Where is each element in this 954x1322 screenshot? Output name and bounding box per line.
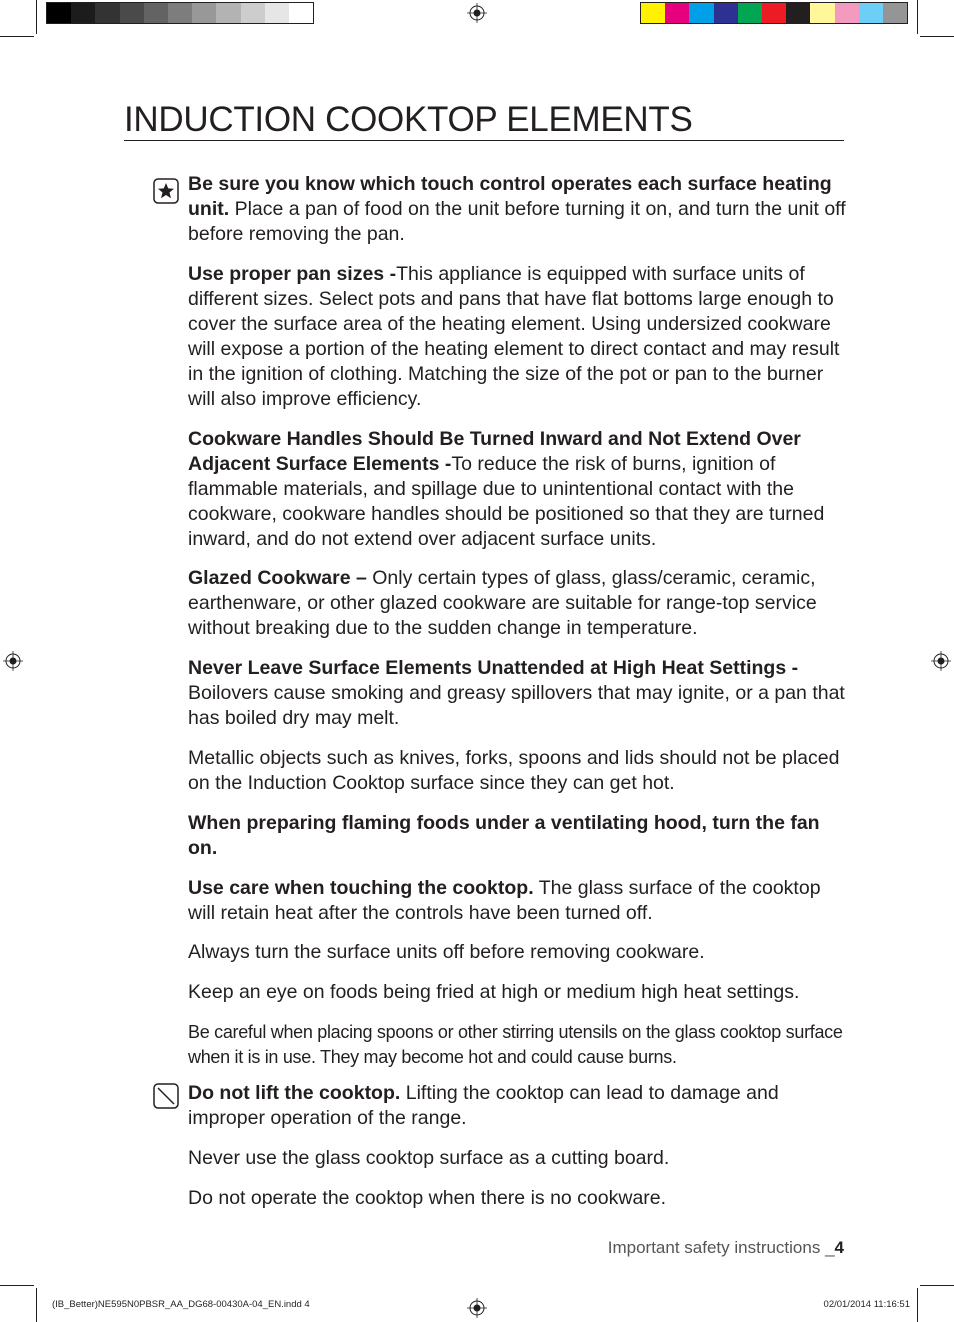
- color-swatch: [689, 3, 713, 23]
- registration-mark-icon: [3, 651, 23, 671]
- bold-lead: Glazed Cookware –: [188, 567, 367, 590]
- gray-swatch: [216, 3, 240, 23]
- process-color-bar: [640, 2, 908, 24]
- bold-lead: Never Leave Surface Elements Unattended at High Heat Settings -: [188, 657, 799, 680]
- paragraph: [188, 811, 850, 861]
- prohibited-icon: [153, 1083, 179, 1109]
- crop-mark: [36, 0, 37, 34]
- registration-mark-icon: [467, 1298, 487, 1318]
- color-swatch: [786, 3, 810, 23]
- slug-file: (IB_Better)NE595N0PBSR_AA_DG68-00430A-04_EN.indd 4: [52, 1299, 310, 1310]
- gray-swatch: [241, 3, 265, 23]
- paragraph: Do not operate the cooktop when there is no cookware.: [188, 1186, 667, 1209]
- bold-lead: Use care when touching the cooktop.: [188, 876, 534, 899]
- page-footer: [608, 1238, 844, 1258]
- gray-swatch: [168, 3, 192, 23]
- gray-swatch: [120, 3, 144, 23]
- crop-mark: [920, 1285, 954, 1286]
- caution-star-icon: [153, 178, 179, 204]
- color-swatch: [835, 3, 859, 23]
- paragraph: Always turn the surface units off before removing cookware.: [188, 941, 705, 964]
- paragraph: [188, 876, 850, 926]
- gray-swatch: [289, 3, 313, 23]
- crop-mark: [917, 0, 918, 34]
- bold-lead: Cookware Handles Should Be Turned Inward and Not Extend Over Adjacent Surface Elements -: [188, 427, 801, 475]
- gray-swatch: [144, 3, 168, 23]
- paragraph: [188, 262, 850, 412]
- body-text: The glass surface of the cooktop will retain heat after the controls have been turned off.: [188, 876, 821, 924]
- crop-mark: [920, 36, 954, 37]
- safety-content: [188, 172, 850, 1225]
- gray-swatch: [71, 3, 95, 23]
- page-title: INDUCTION COOKTOP ELEMENTS: [124, 100, 844, 141]
- gray-swatch: [192, 3, 216, 23]
- paragraph: [188, 172, 850, 247]
- color-swatch: [762, 3, 786, 23]
- paragraph: Metallic objects such as knives, forks, spoons and lids should not be placed on the Induction Cooktop surface since they can get hot.: [188, 746, 840, 794]
- gray-swatch: [265, 3, 289, 23]
- color-swatch: [738, 3, 762, 23]
- paragraph: [188, 566, 850, 641]
- body-text: To reduce the risk of burns, ignition of flammable materials, and spillage due to unintentional contact with the cookware, cookware handles should be positioned so that they are turned inward, and do not extend over adjacent surface units.: [188, 452, 825, 550]
- bold-lead: When preparing flaming foods under a ventilating hood, turn the fan on.: [188, 811, 820, 859]
- registration-mark-icon: [467, 3, 487, 23]
- footer-label: Important safety instructions _: [607, 1238, 835, 1257]
- body-text: Lifting the cooktop can lead to damage and improper operation of the range.: [188, 1081, 779, 1129]
- gray-swatch: [95, 3, 119, 23]
- paragraph: Keep an eye on foods being fried at high or medium high heat settings.: [188, 981, 800, 1004]
- crop-mark: [0, 36, 34, 37]
- body-text: Boilovers cause smoking and greasy spillovers that may ignite, or a pan that has boiled dry may melt.: [188, 682, 845, 730]
- body-text: Only certain types of glass, glass/ceramic, ceramic, earthenware, or other glazed cookware are suitable for range-top service without breaking due to the sudden change in temperature.: [188, 567, 817, 640]
- color-swatch: [714, 3, 738, 23]
- paragraph: [188, 1081, 850, 1131]
- registration-mark-icon: [931, 651, 951, 671]
- paragraph: Never use the glass cooktop surface as a cutting board.: [188, 1146, 670, 1169]
- gray-swatch: [47, 3, 71, 23]
- paragraph: [188, 427, 850, 552]
- color-swatch: [641, 3, 665, 23]
- color-swatch: [859, 3, 883, 23]
- grayscale-color-bar: [46, 2, 314, 24]
- page-number: 4: [834, 1238, 844, 1257]
- paragraph: Be careful when placing spoons or other stirring utensils on the glass cooktop surface when it is in use. They may become hot and could cause burns.: [188, 1021, 843, 1067]
- bold-lead: Be sure you know which touch control operates each surface heating unit.: [188, 173, 832, 220]
- crop-mark: [917, 1288, 918, 1322]
- crop-mark: [36, 1288, 37, 1322]
- bold-lead: Do not lift the cooktop.: [188, 1081, 401, 1104]
- body-text: This appliance is equipped with surface units of different sizes. Select pots and pans that have flat bottoms large enough to cover the surface area of the heating element. Using undersized cookware will expose a portion of the heating element to direct contact and may result in the ignition of clothing. Matching the size of the pot or pan to the burner will also improve efficiency.: [188, 262, 840, 410]
- body-text: Place a pan of food on the unit before turning it on, and turn the unit off before removing the pan.: [188, 198, 846, 245]
- color-swatch: [665, 3, 689, 23]
- bold-lead: Use proper pan sizes -: [188, 262, 397, 285]
- color-swatch: [883, 3, 907, 23]
- crop-mark: [0, 1285, 34, 1286]
- slug-datetime: 02/01/2014 11:16:51: [823, 1299, 910, 1310]
- paragraph: [188, 656, 850, 731]
- color-swatch: [810, 3, 834, 23]
